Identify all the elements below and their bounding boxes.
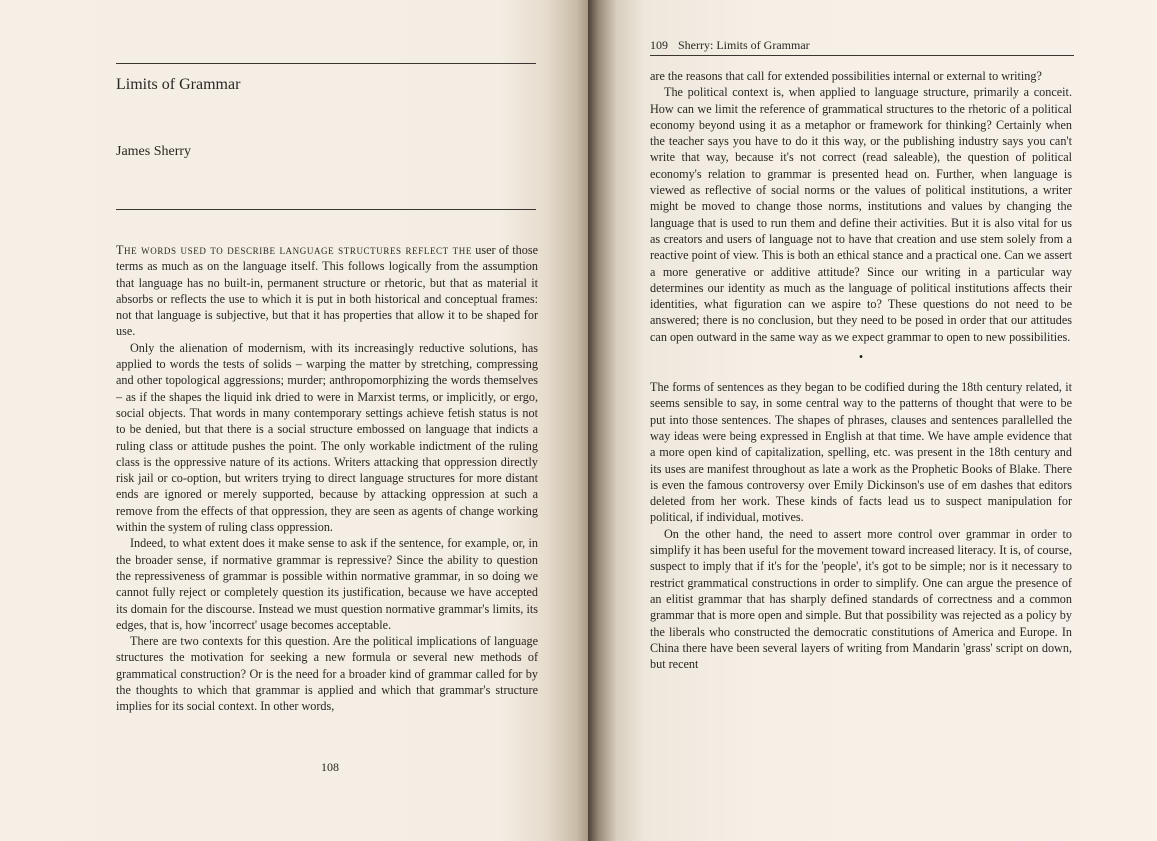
chapter-title: Limits of Grammar bbox=[116, 76, 241, 93]
opening-paragraph bbox=[116, 242, 538, 340]
paragraph: The political context is, when applied to language structure, primarily a conceit. How can we limit the reference of grammatical structures to the rhetoric of a political economy beyond using it as a metaphor or framework for thinking? Certainly when the teacher says you have to do it this way, or the publishing industry says you can't write that way, because it's not correct (read saleable), the question of political economy's relation to grammar is presented head on. Further, when language is viewed as reflective of social norms or the values of political institutions, a writer might be moved to change those norms, institutions and values by changing the language that is used to run them and define their activities. But it is also vital for us as creators and users of language not to have that creation and use stem solely from a reactive point of view. This is both an ethical stance and a practical one. Can we assert a more generative or additive attitude? Since our writing in a particular way determines our identity as much as the language of political institutions affects their identities, what figuration can we aspire to? These questions do not need to be answered; there is no conclusion, but they need to be posed in order that our attitudes can open outward in the same way as we expect grammar to open to new possibilities. bbox=[650, 85, 1072, 344]
section-gap bbox=[650, 369, 1072, 379]
paragraph: The forms of sentences as they began to be codified during the 18th century related, it seems sensible to say, in some central way to the patterns of thought that were to be put into those sentences. The shapes of phrases, clauses and sentences parallelled the way ideas were being expressed in English at that time. We have ample evidence that a more open kind of capitalization, spelling, etc. was present in the 18th century and its uses are manifest throughout as late a work as the Prophetic Books of Blake. There is even the famous controversy over Emily Dickinson's use of em dashes that editors deleted from her work. These kinds of facts lead us to suspect manipulation for political, if individual, motives. bbox=[650, 380, 1072, 525]
title-bottom-rule bbox=[116, 209, 536, 210]
right-body-text bbox=[650, 68, 1072, 672]
running-header bbox=[650, 38, 810, 53]
top-rule bbox=[116, 63, 536, 64]
section-break: • bbox=[858, 350, 864, 365]
running-header-title: Sherry: Limits of Grammar bbox=[678, 38, 810, 52]
right-page bbox=[588, 0, 1157, 841]
opening-smallcaps: The words used to describe language structures reflect the bbox=[116, 243, 472, 257]
left-body-text bbox=[116, 242, 538, 715]
paragraph: On the other hand, the need to assert more control over grammar in order to simplify it has been useful for the movement toward increased literacy. It is, of course, suspect to imply that if it's for the 'people', it's got to be simple; nor is it necessary to restrict grammatical constructions in order to simplify. One can argue the presence of an elitist grammar that has sharply defined standards of correctness and a common grammar that is more open and simple. But that possibility was rejected as a policy by the liberals who constructed the democratic constitutions of America and Europe. In China there have been several layers of writing from Mandarin 'grass' script on down, but recent bbox=[650, 526, 1072, 672]
continued-paragraph: are the reasons that call for extended possibilities internal or external to writing? bbox=[650, 69, 1042, 83]
paragraph: Only the alienation of modernism, with its increasingly reductive solutions, has applied to words the tests of solids – warping the matter by stretching, compressing and other topological aggressions; murder; anthropomorphizing the words themselves – as if the shapes the liquid ink dried to were in Marxist terms, or implicitly, or ergo, social objects. That words in many contemporary settings achieve fetish status is not to be denied, but that there is a social structure embossed on language that indicts a ruling class or attitude pushes the point. The only workable indictment of the ruling class is the oppressive nature of its actions. Writers attacking that oppression directly risk jail or co-option, but writers trying to direct language structures for more distant ends are ignored or merely supported, because by attacking oppression at such a remove from the effects of that oppression, they are seen as agents of change working within the system of ruling class oppression. bbox=[116, 340, 538, 535]
right-page-number: 109 bbox=[650, 38, 668, 52]
left-page-number: 108 bbox=[321, 760, 339, 774]
paragraph: Indeed, to what extent does it make sense to ask if the sentence, for example, or, in the broader sense, if normative grammar is repressive? Since the ability to question the repressiveness of grammar is possible within normative grammar, in so doing we cannot fully reject or completely question its justification, because we have accepted its domain for the discourse. Instead we must question normative grammar's limits, its edges, that is, how 'incorrect' usage becomes acceptable. bbox=[116, 536, 538, 632]
header-rule bbox=[650, 55, 1074, 56]
paragraph: There are two contexts for this question. Are the political implications of language structures the motivation for seeking a new formula or several new methods of grammatical construction? Or is the need for a broader kind of grammar called for by the thoughts to which that grammar is applied and which that grammar's structure implies for its social context. In other words, bbox=[116, 634, 538, 714]
author-name: James Sherry bbox=[116, 144, 192, 159]
opening-paragraph-text: user of those terms as much as on the language itself. This follows logically from the assumption that language has no built-in, permanent structure or rhetoric, but that as material it absorbs or reflects the use to which it is put in both historical and conceptual frames: not that language is subjective, but that it has properties that allow it to be shaped for use. bbox=[116, 243, 539, 339]
